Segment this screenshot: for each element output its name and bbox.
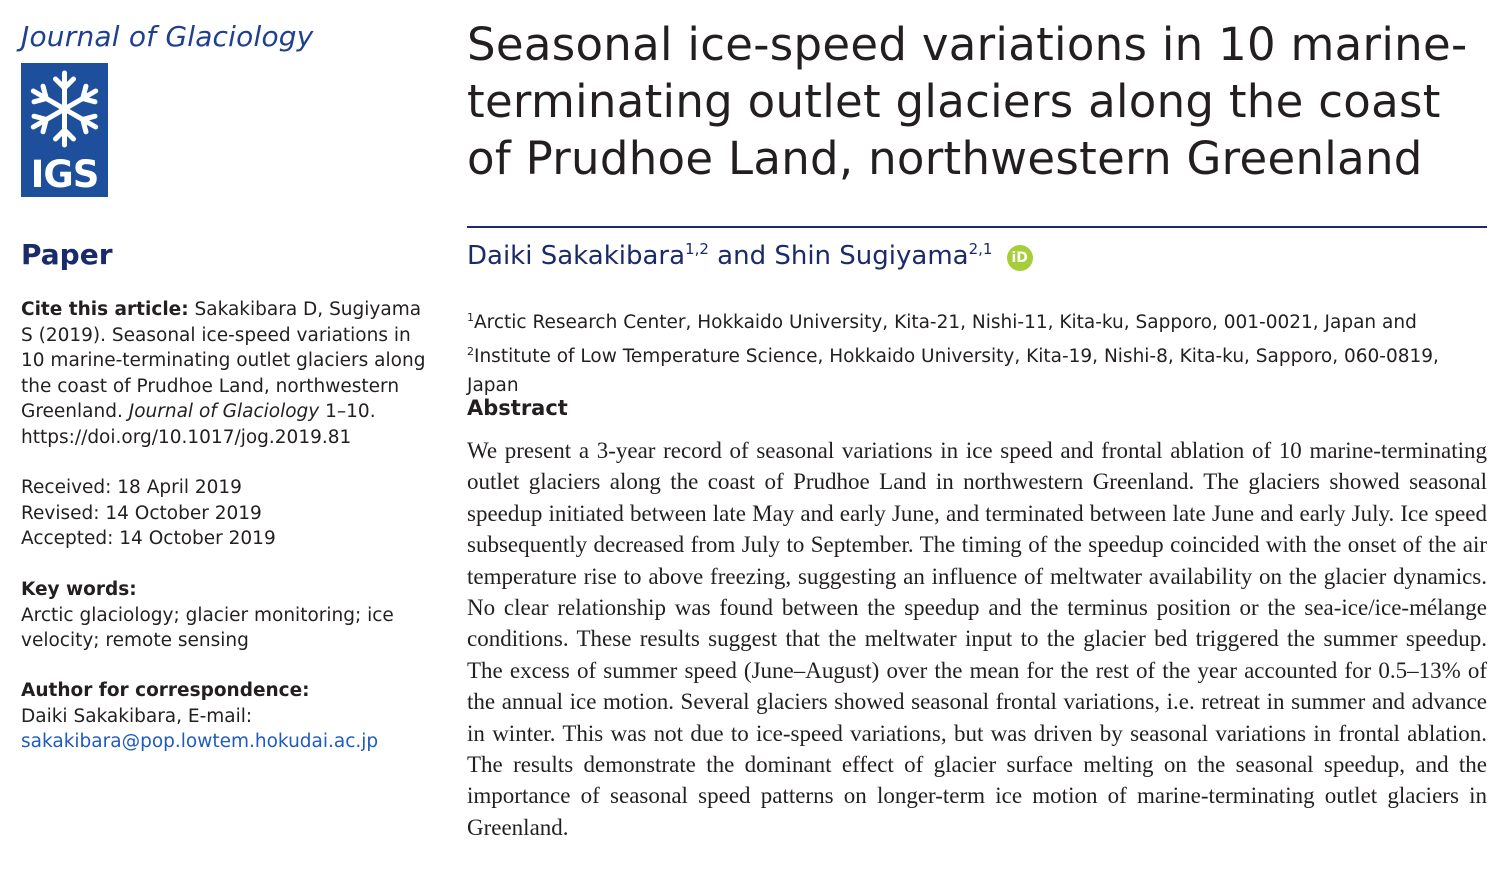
citation-doi[interactable]: 1–10. https://doi.org/10.1017/jog.2019.81 [21, 401, 376, 448]
affil-1-marker: 1 [467, 311, 474, 324]
affiliations [467, 303, 1489, 400]
author-conjunction: and [717, 241, 767, 271]
logo-text: IGS [30, 153, 99, 196]
keywords-text: Arctic glaciology; glacier monitoring; ice velocity; remote sensing [21, 604, 394, 651]
author-line [467, 240, 1033, 271]
abstract-text: We present a 3-year record of seasonal variations in ice speed and frontal ablation of 10 marine-terminating outlet glaciers along the coast of Prudhoe Land in northwestern Greenland. The glaciers showed seasonal speedup initiated between late May and early June, and terminated between late June and early July. Ice speed subsequently decreased from July to September. The timing of the speedup coincided with the onset of the air temperature rise to above freezing, suggesting an influence of meltwater availability on the glacier dynamics. No clear relationship was found between the speedup and the terminus position or the sea-ice/ice-mélange conditions. These results suggest that the meltwater input to the glacier bed triggered the summer speedup. The excess of summer speed (June–August) over the mean for the rest of the year accounted for 0.5–13% of the annual ice motion. Several glaciers showed seasonal frontal variations, i.e. retreat in summer and advance in winter. This was not due to ice-speed variations, but was driven by seasonal variations in frontal ablation. The results demonstrate the dominant effect of glacier surface melting on the seasonal speedup, and the importance of seasonal speed patterns on longer-term ice motion of marine-terminating outlet glaciers in Greenland. [467, 438, 1487, 840]
correspondence-block [21, 678, 433, 755]
abstract-heading: Abstract [467, 396, 568, 420]
snowflake-icon [21, 63, 108, 155]
journal-name[interactable]: Journal of Glaciology [21, 20, 314, 53]
keywords-label: Key words: [21, 579, 137, 600]
keywords-block [21, 577, 433, 654]
affil-2-marker: 2 [467, 345, 474, 358]
igs-logo[interactable] [21, 63, 108, 197]
correspondence-label: Author for correspondence: [21, 680, 310, 701]
citation-journal: Journal of Glaciology [128, 401, 320, 422]
author-1-affil: 1,2 [685, 240, 709, 258]
affil-1: Arctic Research Center, Hokkaido University, Kita-21, Nishi-11, Kita-ku, Sapporo, 001-0021, Japan and [474, 312, 1417, 333]
correspondence-text [21, 704, 433, 755]
author-2[interactable]: Shin Sugiyama [774, 241, 969, 271]
article-title: Seasonal ice-speed variations in 10 marine-terminating outlet glaciers along the coast of Prudhoe Land, northwestern Greenland [467, 18, 1468, 185]
title-divider [467, 226, 1487, 228]
orcid-icon[interactable]: iD [1007, 245, 1033, 271]
citation-block [21, 297, 433, 450]
author-1[interactable]: Daiki Sakakibara [467, 241, 686, 271]
author-2-affil: 2,1 [968, 240, 993, 258]
citation-text: Sakakibara D, Sugiyama S (2019). Seasonal ice-speed variations in 10 marine-terminating outlet glaciers along the coast of Prudhoe Land, northwestern Greenland. [21, 299, 426, 422]
citation-label: Cite this article: [21, 299, 189, 320]
accepted-date: Accepted: 14 October 2019 [21, 528, 276, 549]
dates-block [21, 475, 433, 552]
article-type: Paper [21, 238, 113, 271]
received-date: Received: 18 April 2019 [21, 477, 242, 498]
correspondence-name: Daiki Sakakibara, E-mail: [21, 705, 253, 727]
email-link[interactable]: sakakibara@pop.lowtem.hokudai.ac.jp [21, 731, 379, 752]
revised-date: Revised: 14 October 2019 [21, 502, 262, 524]
affil-2: Institute of Low Temperature Science, Hokkaido University, Kita-19, Nishi-8, Kita-ku, Sapporo, 060-0819, Japan [467, 346, 1439, 396]
